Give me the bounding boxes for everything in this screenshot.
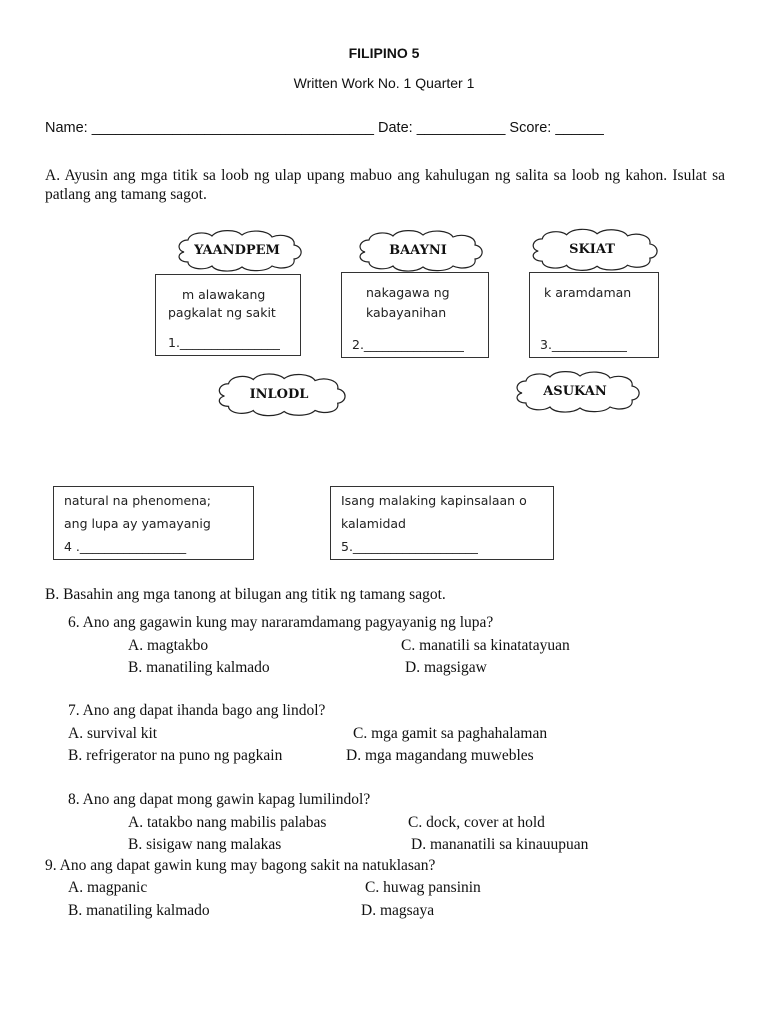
choice-7b[interactable]: B. refrigerator na puno ng pagkain bbox=[68, 747, 283, 764]
question-9: 9. Ano ang dapat gawin kung may bagong sakit na natuklasan? bbox=[45, 857, 436, 874]
card-line: Isang malaking kapinsalaan o bbox=[341, 493, 527, 508]
name-date-score-line[interactable]: Name: ___________________________________ Date: ___________ Score: ______ bbox=[45, 120, 604, 136]
part-b-instruction: B. Basahin ang mga tanong at bilugan ang titik ng tamang sagot. bbox=[45, 586, 446, 603]
worksheet-subtitle: Written Work No. 1 Quarter 1 bbox=[293, 75, 475, 91]
choice-9c[interactable]: C. huwag pansinin bbox=[365, 879, 481, 896]
part-a-instruction: A. Ayusin ang mga titik sa loob ng ulap upang mabuo ang kahulugan ng salita sa loob ng kahon. Isulat sa patlang ang tamang sagot. bbox=[45, 167, 725, 203]
cloud-word-label: SKIAT bbox=[569, 241, 615, 257]
answer-blank-1[interactable]: 1.________________ bbox=[168, 335, 280, 350]
card-line: pagkalat ng sakit bbox=[168, 305, 276, 320]
answer-blank-3[interactable]: 3.____________ bbox=[540, 337, 627, 352]
choice-7c[interactable]: C. mga gamit sa paghahalaman bbox=[353, 725, 548, 742]
definition-card-3 bbox=[529, 272, 659, 358]
choice-6d[interactable]: D. magsigaw bbox=[405, 659, 487, 676]
definition-card-4 bbox=[53, 486, 254, 560]
card-line: nakagawa ng bbox=[366, 285, 450, 300]
cloud-word-4 bbox=[210, 370, 348, 418]
choice-8a[interactable]: A. tatakbo nang mabilis palabas bbox=[128, 814, 327, 831]
cloud-word-label: INLODL bbox=[249, 386, 309, 402]
cloud-word-label: BAAYNI bbox=[389, 242, 447, 258]
choice-6b[interactable]: B. manatiling kalmado bbox=[128, 659, 270, 676]
definition-card-5 bbox=[330, 486, 554, 560]
choice-7d[interactable]: D. mga magandang muwebles bbox=[346, 747, 534, 764]
choice-6a[interactable]: A. magtakbo bbox=[128, 637, 209, 654]
choice-8c[interactable]: C. dock, cover at hold bbox=[408, 814, 545, 831]
card-line: ang lupa ay yamayanig bbox=[64, 516, 211, 531]
answer-blank-4[interactable]: 4 ._________________ bbox=[64, 539, 187, 554]
card-line: k aramdaman bbox=[544, 285, 632, 300]
cloud-word-2 bbox=[348, 228, 488, 272]
question-6: 6. Ano ang gagawin kung may nararamdamang pagyayanig ng lupa? bbox=[68, 614, 494, 631]
answer-blank-2[interactable]: 2.________________ bbox=[352, 337, 464, 352]
choice-8d[interactable]: D. mananatili sa kinauupuan bbox=[411, 836, 589, 853]
cloud-word-label: YAANDPEM bbox=[194, 242, 280, 258]
choice-9b[interactable]: B. manatiling kalmado bbox=[68, 902, 210, 919]
choice-6c[interactable]: C. manatili sa kinatatayuan bbox=[401, 637, 570, 654]
answer-blank-5[interactable]: 5.____________________ bbox=[341, 539, 478, 554]
choice-7a[interactable]: A. survival kit bbox=[68, 725, 158, 742]
card-line: kalamidad bbox=[341, 516, 406, 531]
cloud-word-3 bbox=[524, 226, 660, 272]
choice-9d[interactable]: D. magsaya bbox=[361, 902, 435, 919]
cloud-word-5 bbox=[508, 368, 642, 414]
definition-card-2 bbox=[341, 272, 489, 358]
question-7: 7. Ano ang dapat ihanda bago ang lindol? bbox=[68, 702, 326, 719]
worksheet-title: FILIPINO 5 bbox=[348, 45, 420, 61]
definition-card-1 bbox=[155, 274, 301, 356]
question-8: 8. Ano ang dapat mong gawin kapag lumilindol? bbox=[68, 791, 371, 808]
cloud-word-1 bbox=[170, 228, 304, 272]
card-line: natural na phenomena; bbox=[64, 493, 211, 508]
cloud-word-label: ASUKAN bbox=[543, 383, 607, 399]
card-line: kabayanihan bbox=[366, 305, 447, 320]
card-line: m alawakang bbox=[182, 287, 266, 302]
choice-9a[interactable]: A. magpanic bbox=[68, 879, 148, 896]
choice-8b[interactable]: B. sisigaw nang malakas bbox=[128, 836, 282, 853]
